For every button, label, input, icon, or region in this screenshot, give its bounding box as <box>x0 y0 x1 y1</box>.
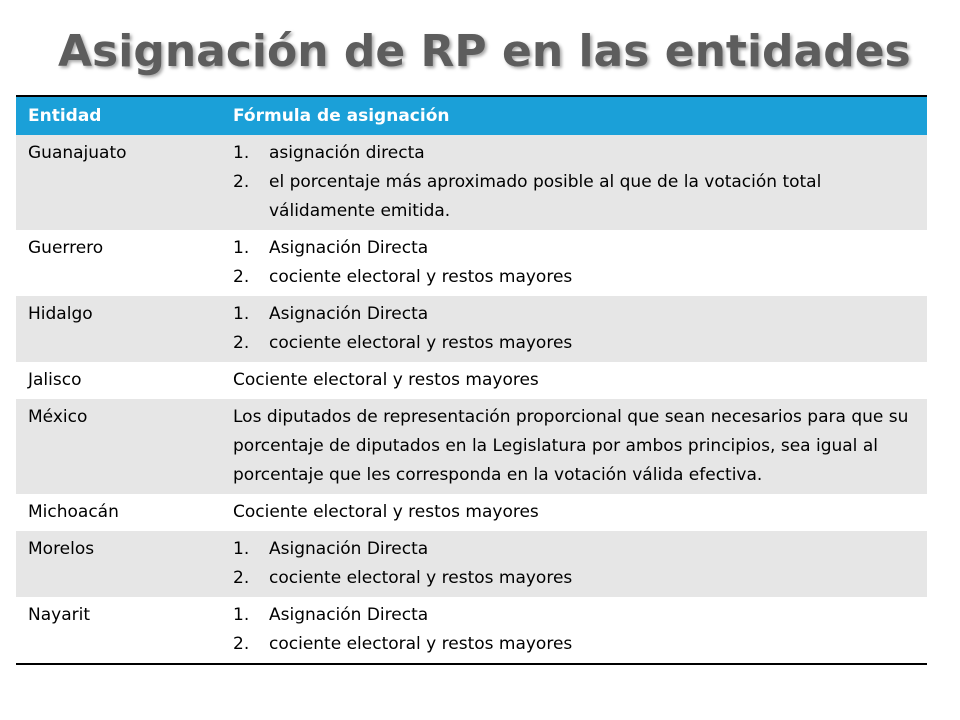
list-item-number: 2. <box>233 267 250 287</box>
formula-list <box>233 234 913 292</box>
formula-cell <box>225 230 927 296</box>
entity-cell: Guerrero <box>16 230 225 296</box>
list-item-text: cociente electoral y restos mayores <box>269 634 573 654</box>
list-item <box>233 601 913 630</box>
formula-cell <box>225 399 927 494</box>
list-item-number: 2. <box>233 172 250 192</box>
list-item <box>233 630 913 659</box>
table-header-row <box>16 96 927 135</box>
table-row <box>16 362 927 399</box>
formula-list <box>233 139 913 226</box>
formula-text: Cociente electoral y restos mayores <box>233 370 539 390</box>
list-item <box>233 263 913 292</box>
list-item <box>233 168 913 226</box>
table-row <box>16 296 927 362</box>
table-row <box>16 230 927 296</box>
formula-cell <box>225 531 927 597</box>
table-row <box>16 494 927 531</box>
list-item-text: Asignación Directa <box>269 539 429 559</box>
list-item <box>233 564 913 593</box>
formula-cell <box>225 135 927 230</box>
entity-cell: Hidalgo <box>16 296 225 362</box>
list-item-number: 2. <box>233 634 250 654</box>
table-row <box>16 597 927 664</box>
allocation-table <box>16 95 927 665</box>
header-formula: Fórmula de asignación <box>225 96 927 135</box>
formula-list <box>233 535 913 593</box>
entity-cell: Morelos <box>16 531 225 597</box>
entity-cell: Guanajuato <box>16 135 225 230</box>
list-item <box>233 300 913 329</box>
entity-cell: Nayarit <box>16 597 225 664</box>
list-item-number: 2. <box>233 333 250 353</box>
list-item-text: cociente electoral y restos mayores <box>269 568 573 588</box>
formula-cell <box>225 494 927 531</box>
list-item-number: 1. <box>233 605 250 625</box>
table-row <box>16 399 927 494</box>
allocation-table-container <box>16 95 927 665</box>
entity-cell: Jalisco <box>16 362 225 399</box>
list-item-number: 1. <box>233 143 250 163</box>
formula-text: Cociente electoral y restos mayores <box>233 502 539 522</box>
list-item-number: 1. <box>233 238 250 258</box>
list-item <box>233 329 913 358</box>
list-item <box>233 234 913 263</box>
list-item-text: Asignación Directa <box>269 605 429 625</box>
list-item <box>233 139 913 168</box>
formula-list <box>233 300 913 358</box>
table-row <box>16 135 927 230</box>
slide-title: Asignación de RP en las entidades <box>58 26 911 77</box>
formula-cell <box>225 296 927 362</box>
list-item-text: Asignación Directa <box>269 304 429 324</box>
list-item <box>233 535 913 564</box>
formula-cell <box>225 362 927 399</box>
list-item-text: cociente electoral y restos mayores <box>269 267 573 287</box>
header-entity: Entidad <box>16 96 225 135</box>
list-item-number: 1. <box>233 304 250 324</box>
list-item-text: el porcentaje más aproximado posible al que de la votación total válidamente emitida. <box>269 172 822 221</box>
formula-text: Los diputados de representación proporcional que sean necesarios para que su porcentaje de diputados en la Legislatura por ambos principios, sea igual al porcentaje que les corresponda en la votación válida efectiva. <box>233 407 909 485</box>
entity-cell: Michoacán <box>16 494 225 531</box>
formula-list <box>233 601 913 659</box>
table-row <box>16 531 927 597</box>
list-item-text: Asignación Directa <box>269 238 429 258</box>
entity-cell: México <box>16 399 225 494</box>
list-item-text: asignación directa <box>269 143 425 163</box>
list-item-text: cociente electoral y restos mayores <box>269 333 573 353</box>
formula-cell <box>225 597 927 664</box>
list-item-number: 1. <box>233 539 250 559</box>
list-item-number: 2. <box>233 568 250 588</box>
table-body <box>16 135 927 664</box>
